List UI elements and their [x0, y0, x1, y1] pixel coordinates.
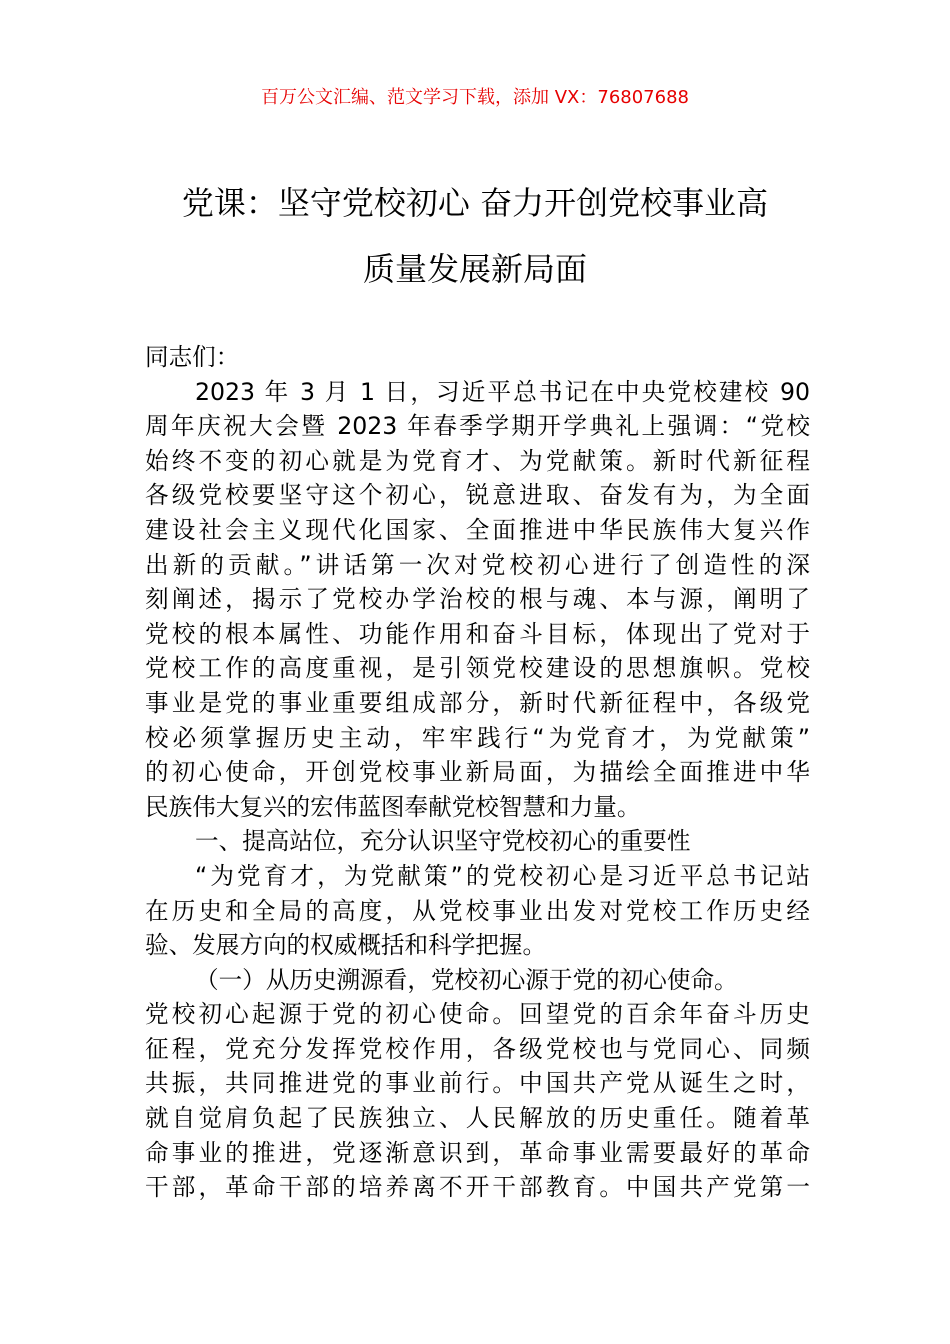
title-line: 党课：坚守党校初心 奋力开创党校事业高: [181, 184, 769, 222]
body-line: 征程，党充分发挥党校作用，各级党校也与党同心、同频: [145, 1034, 810, 1063]
body-line: “为党育才，为党献策”的党校初心是习近平总书记站: [195, 861, 810, 890]
body-line: 建设社会主义现代化国家、全面推进中华民族伟大复兴作: [145, 515, 810, 544]
body-line: 各级党校要坚守这个初心，锐意进取、奋发有为，为全面: [145, 481, 810, 510]
document-body: [145, 340, 810, 1205]
body-line: 就自觉肩负起了民族独立、人民解放的历史重任。随着革: [145, 1104, 810, 1133]
section-heading: 一、提高站位，充分认识坚守党校初心的重要性: [195, 827, 691, 856]
subsection-heading: （一）从历史溯源看，党校初心源于党的初心使命。: [195, 965, 738, 994]
body-line: 校必须掌握历史主动，牢牢践行“为党育才，为党献策”: [145, 723, 810, 752]
body-line: 在历史和全局的高度，从党校事业出发对党校工作历史经: [145, 896, 810, 925]
body-line: 党校工作的高度重视，是引领党校建设的思想旗帜。党校: [145, 654, 810, 683]
body-line: 出新的贡献。”讲话第一次对党校初心进行了创造性的深: [145, 550, 810, 579]
body-line: 2023 年 3 月 1 日，习近平总书记在中央党校建校 90: [195, 377, 810, 406]
salutation: 同志们：: [145, 343, 240, 371]
body-line: 党校初心起源于党的初心使命。回望党的百余年奋斗历史: [145, 1000, 810, 1029]
body-line: 的初心使命，开创党校事业新局面，为描绘全面推进中华: [145, 758, 810, 787]
title-line: 质量发展新局面: [362, 250, 587, 288]
body-line: 事业是党的事业重要组成部分，新时代新征程中，各级党: [145, 688, 810, 717]
body-line: 周年庆祝大会暨 2023 年春季学期开学典礼上强调：“党校: [145, 412, 810, 441]
body-line: 党校的根本属性、功能作用和奋斗目标，体现出了党对于: [145, 619, 810, 648]
header-note: 百万公文汇编、范文学习下载，添加 VX：76807688: [261, 87, 689, 108]
body-line: 始终不变的初心就是为党育才、为党献策。新时代新征程: [145, 446, 810, 475]
body-line: 验、发展方向的权威概括和科学把握。: [145, 931, 547, 960]
body-line: 命事业的推进，党逐渐意识到，革命事业需要最好的革命: [145, 1138, 810, 1167]
body-line: 刻阐述，揭示了党校办学治校的根与魂、本与源，阐明了: [145, 585, 810, 614]
document-title: [110, 170, 840, 302]
body-line: 共振，共同推进党的事业前行。中国共产党从诞生之时，: [145, 1069, 810, 1098]
body-line: 干部，革命干部的培养离不开干部教育。中国共产党第一: [145, 1173, 810, 1202]
body-line: 民族伟大复兴的宏伟蓝图奉献党校智慧和力量。: [145, 792, 641, 821]
